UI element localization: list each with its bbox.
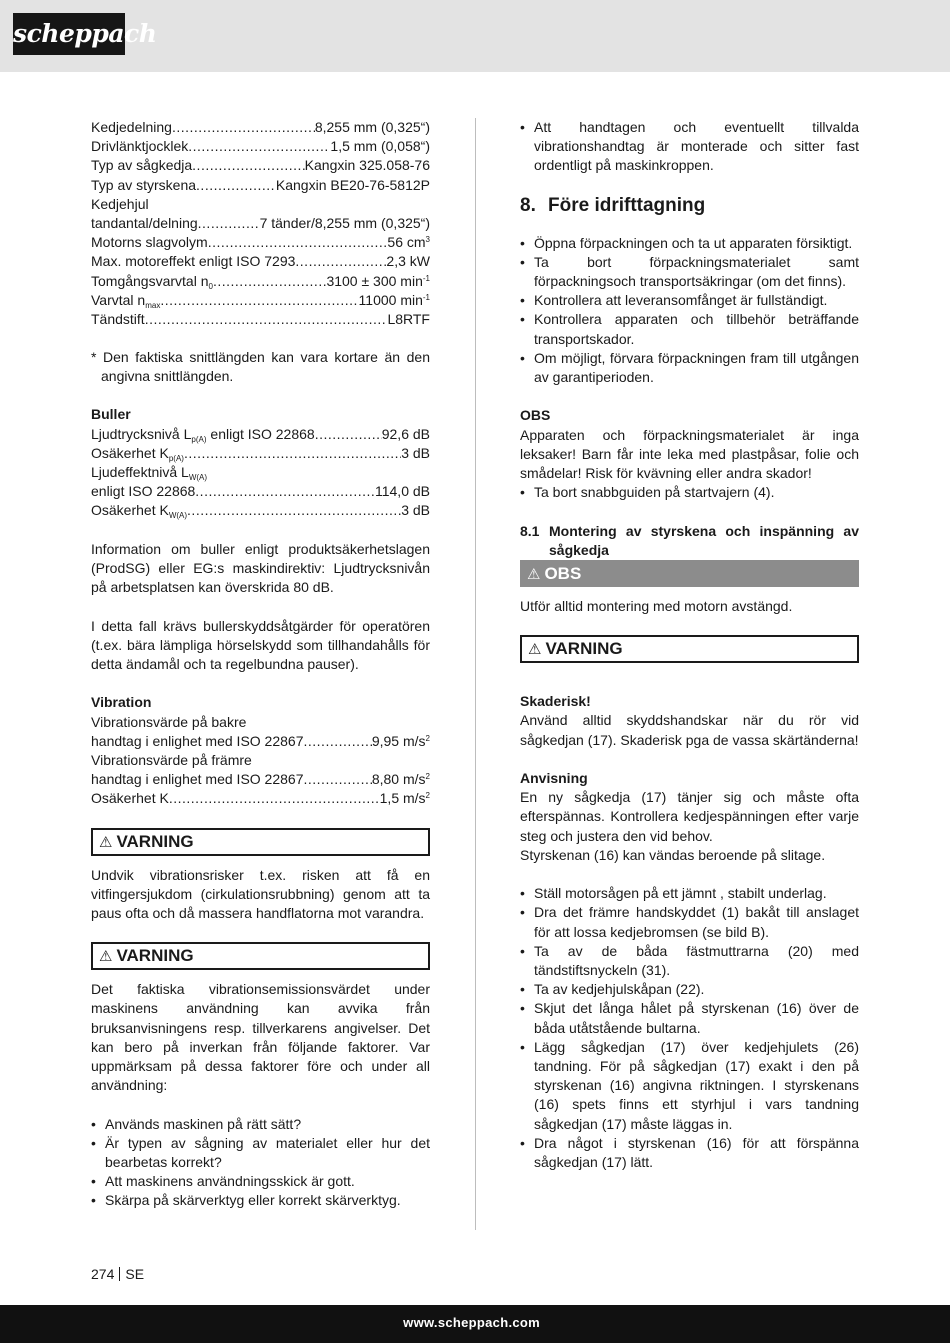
spec-row: Varvtal $n_{max}$ ..... 11000 $\min^{-1}$ xyxy=(91,291,430,310)
spec-label-kedjehjul: Kedjehjul xyxy=(91,195,149,212)
warning-triangle-icon: ⚠ xyxy=(528,641,542,659)
footnote: * Den faktiska snittlängden kan vara kortare än den angivna snittlängden. xyxy=(91,349,430,385)
buller-info-text: Information om buller enligt produktsäkerhetslagen (ProdSG) eller EG:s maskindirektiv: Ljudtrycksnivån på arbetsplatsen kan överskrida 80 dB. xyxy=(91,540,430,596)
list-item: • Dra något i styrskenan (16) för att förspänna sågkedjan (17) lätt. xyxy=(520,1134,859,1172)
page-number: 274 SE xyxy=(91,1266,145,1282)
warning-box: ⚠ VARNING xyxy=(91,942,430,970)
spec-row: Max. motoreffekt enligt ISO 7293 ..... 2,3 kW xyxy=(91,252,430,271)
spec-row: Osäkerhet $K_{p(A)}$ ..... 3 dB xyxy=(91,444,430,463)
anvisning-text: Styrskenan (16) kan vändas beroende på slitage. xyxy=(520,846,826,863)
list-item: • Dra det främre handskyddet (1) bakåt till anslaget för att lossa kedjebromsen (se bild B). xyxy=(520,903,859,941)
spec-row: Motorns slagvolym ..... 56 $cm^3$ xyxy=(91,233,430,252)
scheppach-logo: scheppach xyxy=(13,13,125,55)
skaderisk-heading: Skaderisk! xyxy=(520,693,591,710)
spec-row: Osäkerhet K ..... 1,5 $m/s^2$ xyxy=(91,789,430,808)
steps-list xyxy=(520,884,859,1172)
warning-triangle-icon: ⚠ xyxy=(99,948,113,966)
warning-triangle-icon: ⚠ xyxy=(527,566,541,584)
obs-text: Apparaten och förpackningsmaterialet är inga leksaker! Barn får inte leka med plastpåsar, folie och smådelar! Risk för kvävning eller andra skador! xyxy=(520,426,859,482)
footer-bar xyxy=(0,1305,950,1343)
list-item: • Kontrollera att leveransomfånget är fullständigt. xyxy=(520,291,859,310)
right-column xyxy=(520,118,859,1172)
list-item: • Ta bort snabbguiden på startvajern (4). xyxy=(520,483,859,502)
spec-row: Typ av sågkedja ..... Kangxin 325.058-76 xyxy=(91,156,430,175)
header-bar xyxy=(0,0,950,72)
spec-row: Typ av styrskena ..... Kangxin BE20-76-5812P xyxy=(91,176,430,195)
list-item: • Ta av de båda fästmuttrarna (20) med tändstiftsnyckeln (31). xyxy=(520,942,859,980)
list-item: • Att handtagen och eventuellt tillvalda vibrationshandtag är monterade och sitter fast ordentligt på maskinkroppen. xyxy=(520,118,859,176)
obs-heading: OBS xyxy=(520,407,551,424)
warning-box: ⚠ VARNING xyxy=(91,828,430,856)
list-item: • Att maskinens användningsskick är gott. xyxy=(91,1172,430,1191)
subsection-heading: 8.1 Montering av styrskena och inspänning av sågkedja xyxy=(520,522,859,558)
column-divider xyxy=(475,118,476,1230)
spec-row: handtag i enlighet med ISO 22867 ..... 8,80 $m/s^2$ xyxy=(91,770,430,789)
spec-row: tandantal/delning ..... 7 tänder/8,255 mm (0,325“) xyxy=(91,214,430,233)
list-item: • Skärpa på skärverktyg eller korrekt skärverktyg. xyxy=(91,1191,430,1210)
obs-box: ⚠ OBS xyxy=(520,560,859,587)
spec-row: Tomgångsvarvtal $n_0$ ..... 3100 ± 300 $\min^{-1}$ xyxy=(91,272,430,291)
spec-row: Osäkerhet $K_{W(A)}$ ..... 3 dB xyxy=(91,501,430,520)
list-item: • Ta bort förpackningsmaterialet samt förpackningsoch transportsäkringar (om det finns). xyxy=(520,253,859,291)
spec-label: Vibrationsvärde på främre xyxy=(91,751,252,768)
warning-text: Det faktiska vibrationsemissionsvärdet under maskinens användning kan avvika från bruksanvisningens resp. tillverkarens angivelser. Det kan bero på inverkan från följande faktorer. Var uppmärksam på dessa faktorer före och under all användning: xyxy=(91,981,430,1094)
warning-text: Undvik vibrationsrisker t.ex. risken att få en vitfingersjukdom (cirkulationsrubbning) genom att ta paus ofta och då massera handflatorna mot varandra. xyxy=(91,866,430,921)
buller-heading: Buller xyxy=(91,406,131,423)
list-item: • Är typen av sågning av materialet eller hur det bearbetas korrekt? xyxy=(91,1134,430,1172)
spec-label: Ljudeffektnivå $L_{W(A)}$ xyxy=(91,464,208,483)
left-column xyxy=(91,118,430,1211)
anvisning-heading: Anvisning xyxy=(520,770,588,787)
list-item: • Skjut det långa hålet på styrskenan (16) över de båda utåtstående bultarna. xyxy=(520,999,859,1037)
list-item: • Ta av kedjehjulskåpan (22). xyxy=(520,980,859,999)
list-item: • Öppna förpackningen och ta ut apparaten försiktigt. xyxy=(520,234,859,253)
list-item: • Om möjligt, förvara förpackningen fram till utgången av garantiperioden. xyxy=(520,349,859,387)
vibration-heading: Vibration xyxy=(91,694,152,711)
spec-row: Drivlänktjocklek ..... 1,5 mm (0,058“) xyxy=(91,137,430,156)
spec-row: Kedjedelning ..... 8,255 mm (0,325“) xyxy=(91,118,430,137)
warning-box: ⚠ VARNING xyxy=(520,635,859,663)
anvisning-text: En ny sågkedja (17) tänjer sig och måste ofta efterspännas. Kontrollera kedjespänningen efter varje steg och justera den vid behov. xyxy=(520,789,859,844)
list-item: • Kontrollera apparaten och tillbehör beträffande transportskador. xyxy=(520,310,859,348)
website-link[interactable]: www.scheppach.com xyxy=(403,1315,540,1330)
obs-box-text: Utför alltid montering med motorn avstängd. xyxy=(520,598,793,615)
list-item: • Lägg sågkedjan (17) över kedjehjulets (26) tandning. För på sågkedjan (17) exakt i den på styrskenan (16) angivna riktningen. I styrskenans (16) spets finns ett styrhjul i vars tandning sågkedjan (17) måste läggas in. xyxy=(520,1038,859,1134)
spec-label: Vibrationsvärde på bakre xyxy=(91,713,247,730)
top-list xyxy=(520,118,859,176)
section8-list xyxy=(520,234,859,388)
section-heading: 8. Före idrifttagning xyxy=(520,194,706,216)
buller-measures-text: I detta fall krävs bullerskyddsåtgärder för operatören (t.ex. bära lämpliga hörselskydd som tillhandahålls för detta ändamål och ta regelbundna pauser). xyxy=(91,617,430,672)
skaderisk-text: Använd alltid skyddshandskar när du rör vid sågkedjan (17). Skaderisk pga de vassa skärtänderna! xyxy=(520,712,859,748)
spec-row: Tändstift ..... L8RTF xyxy=(91,310,430,329)
obs-list xyxy=(520,483,859,502)
spec-row: Ljudtrycksnivå $L_{p(A)}$ enligt ISO 22868 ..... 92,6 dB xyxy=(91,425,430,444)
spec-row: handtag i enlighet med ISO 22867 ..... 9,95 $m/s^2$ xyxy=(91,732,430,751)
list-item: • Ställ motorsågen på ett jämnt , stabilt underlag. xyxy=(520,884,859,903)
warning-triangle-icon: ⚠ xyxy=(99,833,113,851)
factor-list xyxy=(91,1115,430,1211)
spec-list xyxy=(91,118,430,329)
spec-row: enligt ISO 22868 ..... 114,0 dB xyxy=(91,482,430,501)
list-item: • Används maskinen på rätt sätt? xyxy=(91,1115,430,1134)
